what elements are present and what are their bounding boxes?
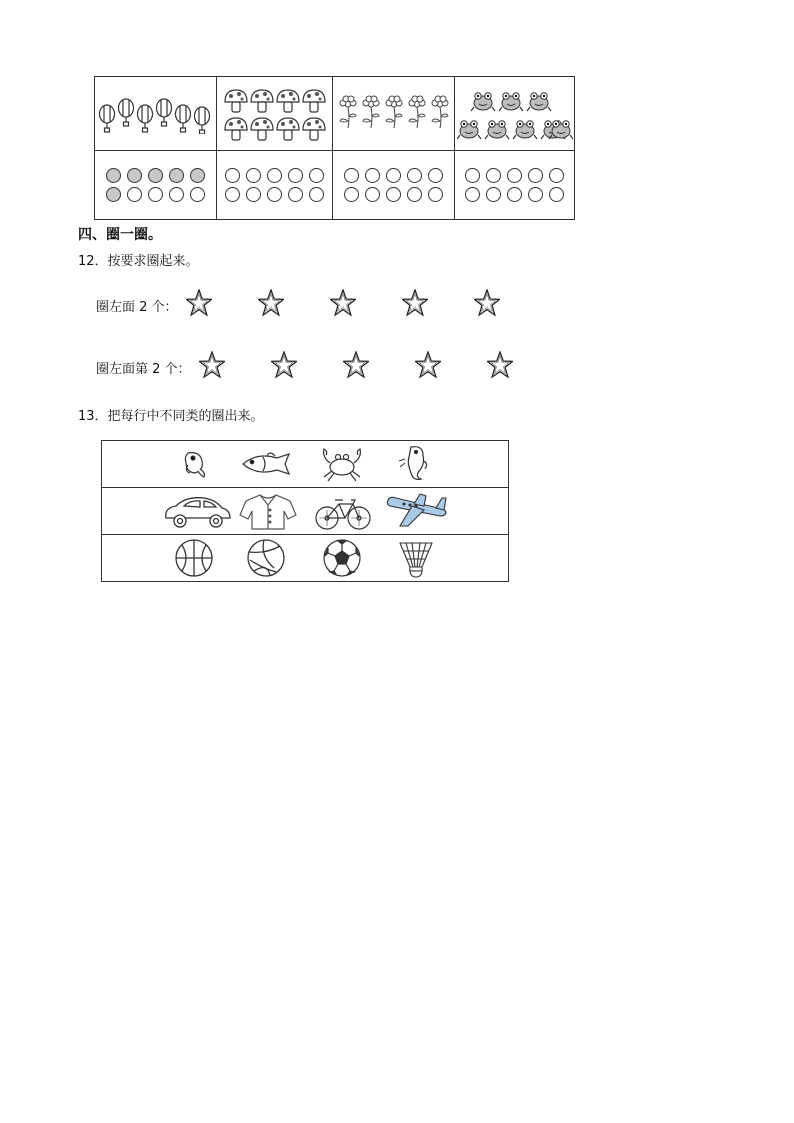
circle-grid [333,168,454,202]
filled-circle [148,168,163,183]
shirt-icon [240,495,296,529]
picture-row [102,488,508,534]
cell-flowers [333,77,455,151]
cell-mushrooms [217,77,333,151]
circle-grid [455,168,574,202]
question-12 [78,250,199,269]
star-icon[interactable] [258,289,284,321]
star-icon[interactable] [487,351,513,383]
circles-mushrooms [217,151,333,220]
empty-circle [507,168,522,183]
filled-circle [190,168,205,183]
empty-circle [267,187,282,202]
star-icon[interactable] [474,289,500,321]
empty-circle [225,168,240,183]
star-icon[interactable] [199,351,225,383]
flower-icon [336,92,452,136]
picture-row [102,441,508,487]
flower-group [333,92,454,136]
section-heading: 四、圈一圈。 [78,227,162,243]
airplane-icon [387,494,446,526]
filled-circle [127,168,142,183]
filled-circle [106,187,121,202]
empty-circle [169,187,184,202]
empty-circle [225,187,240,202]
car-icon [166,498,230,527]
empty-circle [148,187,163,202]
empty-circle [127,187,142,202]
empty-circle [407,168,422,183]
empty-circle [528,168,543,183]
q12-row2-label: 圈左面第 2 个： [96,362,191,377]
balloon-group [95,94,216,134]
question-text: 按要求圈起来。 [107,254,199,269]
picture-row [102,535,508,581]
empty-circle [267,168,282,183]
picture-row [95,77,575,151]
cell-balloons [95,77,217,151]
row-sea-animals [102,441,509,488]
star-icon[interactable] [186,289,212,321]
empty-circle [288,187,303,202]
question-number: 13． [78,409,108,424]
empty-circle [344,168,359,183]
empty-circle [549,187,564,202]
question-text: 把每行中不同类的圈出来。 [107,409,264,424]
empty-circle [465,187,480,202]
circle-row [95,151,575,220]
empty-circle [407,187,422,202]
soccer-ball-icon [324,540,360,576]
question-13 [78,405,264,424]
frog-group [455,85,574,143]
star-icon[interactable] [271,351,297,383]
odd-one-out-table [101,440,509,582]
basketball-icon [176,540,212,576]
filled-circle [106,168,121,183]
empty-circle [486,168,501,183]
empty-circle [365,168,380,183]
row-vehicles [102,488,509,535]
star-icon[interactable] [402,289,428,321]
question-number: 12． [78,254,108,269]
empty-circle [428,187,443,202]
volleyball-icon [248,540,284,576]
star-icon[interactable] [343,351,369,383]
empty-circle [528,187,543,202]
empty-circle [549,168,564,183]
bicycle-icon [316,500,370,529]
mushroom-icon [223,86,327,142]
circles-balloons [95,151,217,220]
circle-grid [217,168,332,202]
filled-circle [169,168,184,183]
circles-frogs [455,151,575,220]
empty-circle [365,187,380,202]
empty-circle [288,168,303,183]
empty-circle [428,168,443,183]
empty-circle [309,168,324,183]
mushroom-group [217,86,332,142]
empty-circle [386,168,401,183]
empty-circle [246,168,261,183]
empty-circle [465,168,480,183]
seahorse-icon [399,447,427,480]
empty-circle [507,187,522,202]
empty-circle [344,187,359,202]
balloon-icon [98,94,214,134]
empty-circle [486,187,501,202]
shuttlecock-icon [400,543,432,577]
empty-circle [190,187,205,202]
cell-frogs [455,77,575,151]
fish-icon [243,453,289,474]
empty-circle [309,187,324,202]
empty-circle [386,187,401,202]
empty-circle [246,187,261,202]
circles-flowers [333,151,455,220]
q12-row1-label: 圈左面 2 个： [96,300,178,315]
row-balls [102,535,509,582]
crab-icon [324,449,361,481]
star-icon[interactable] [415,351,441,383]
counting-table [94,76,575,220]
frog-icon [457,85,573,143]
star-icon[interactable] [330,289,356,321]
fish-icon [185,453,204,477]
circle-grid [95,168,216,202]
